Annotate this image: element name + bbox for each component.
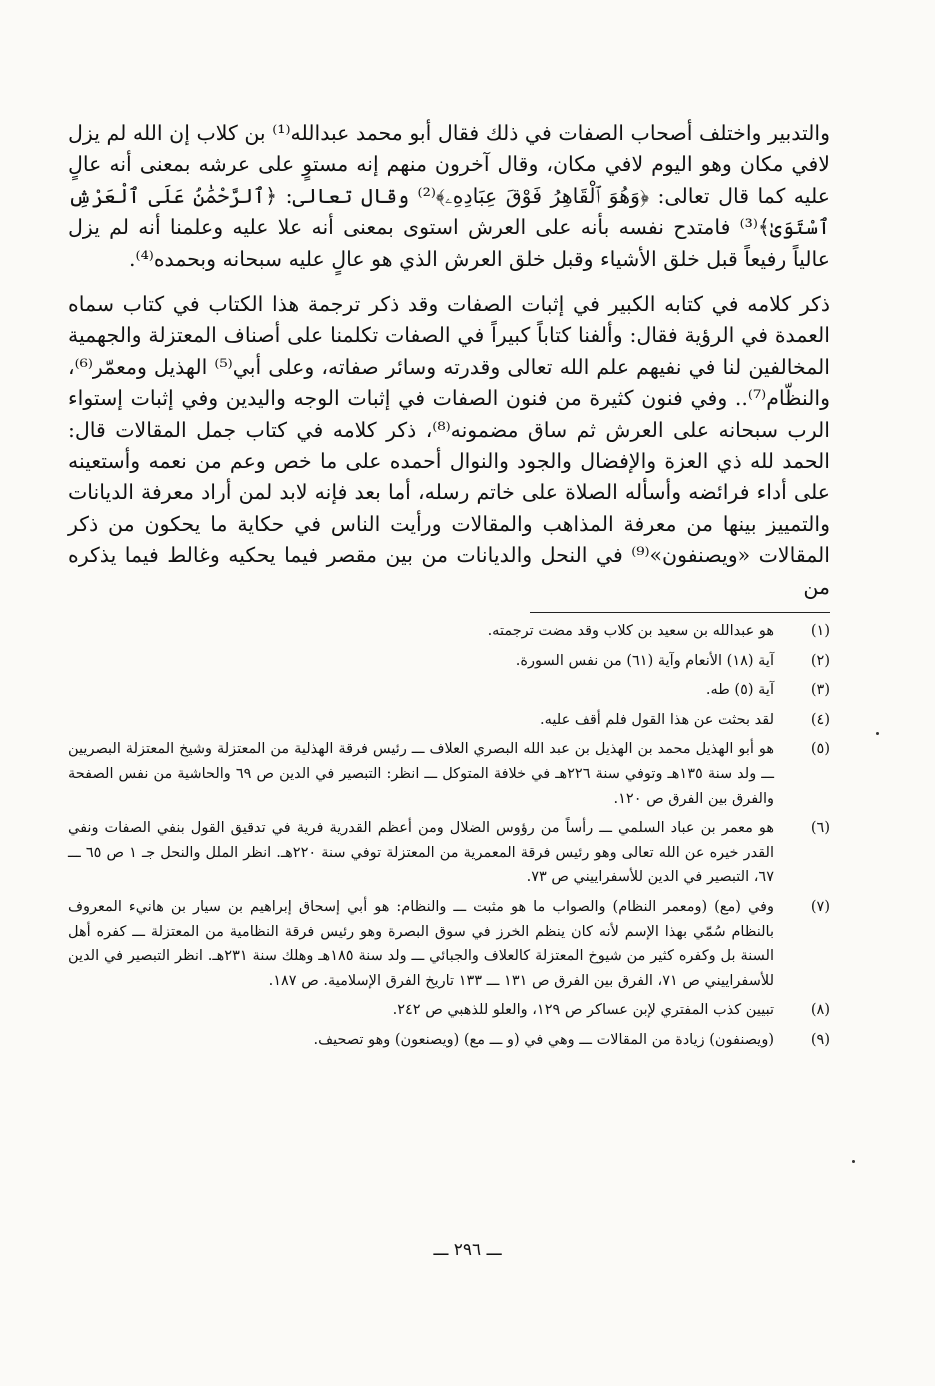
footnote-number: (٨)	[810, 1002, 830, 1019]
footnote-text: تبيين كذب المفتري لإبن عساكر ص ١٢٩، والعلو للذهبي ص ٢٤٢.	[392, 1002, 774, 1019]
footnote-3	[68, 678, 830, 703]
footnote-6	[68, 816, 830, 890]
footnote-7	[68, 895, 830, 993]
footnote-number: (٤)	[810, 711, 830, 728]
footnote-text: لقد بحثت عن هذا القول فلم أقف عليه.	[540, 711, 774, 728]
footnote-number: (٥)	[810, 741, 830, 758]
footnote-text: هو أبو الهذيل محمد بن الهذيل بن عبد الله البصري العلاف ـــ رئيس فرقة الهذلية من المعتزلة وشيخ المعتزلة البصريين ـــ ولد سنة ١٣٥هـ وتوفي سنة ٢٢٦هـ في خلافة المتوكل ـــ انظر: التبصير في الدين ص ٦٩ والحاشية من نفس الصفحة والفرق بين الفرق ص ١٢٠.	[68, 741, 774, 807]
footnotes	[68, 619, 830, 1053]
footnote-text: آية (٥) طه.	[705, 682, 774, 699]
speck-mark	[876, 732, 879, 735]
speck-mark	[852, 1160, 855, 1163]
footnote-number: (١)	[810, 623, 830, 640]
main-paragraph-2: ذكر كلامه في كتابه الكبير في إثبات الصفات وقد ذكر ترجمة هذا الكتاب في كتاب سماه العمدة في الرؤية فقال: وألفنا كتاباً كبيراً في الصفات تكلمنا على أصناف المعتزلة والجهمية المخالفين لنا في نفيهم علم الله تعالى وقدرته وسائر صفاته، وعلى أبي⁽⁵⁾ الهذيل ومعمّر⁽⁶⁾، والنظّام⁽⁷⁾.. وفي فنون كثيرة من فنون الصفات في إثبات الوجه واليدين وفي إثبات إستواء الرب سبحانه على العرش ثم ساق مضمونه⁽⁸⁾، ذكر كلامه في كتاب جمل المقالات قال: الحمد لله ذي العزة والإفضال والجود والنوال أحمده على ما خص وعم من نعمه وأستعينه على أداء فرائضه وأسأله الصلاة على خاتم رسله، أما بعد فإنه لابد لمن أراد معرفة الديانات والتمييز بينها من معرفة المذاهب والمقالات ورأيت الناس في حكاية ما يحكون من ذكر المقالات «ويصنفون»⁽⁹⁾ في النحل والديانات من بين مقصر فيما يحكيه وغالط فيما يذكره من	[68, 292, 831, 599]
footnote-number: (٧)	[810, 899, 830, 916]
page-number: ـــ ٢٩٦ ـــ	[433, 1240, 502, 1260]
footnote-text: آية (١٨) الأنعام وآية (٦١) من نفس السورة.	[515, 652, 774, 669]
main-paragraph-1: والتدبير واختلف أصحاب الصفات في ذلك فقال أبو محمد عبدالله⁽¹⁾ بن كلاب إن الله لم يزل لافي مكان وهو اليوم لافي مكان، وقال آخرون منهم إنه مستوٍ على عرشه بمعنى أنه عالٍ عليه كما قال تعالى: ﴿وَهُوَ ٱلْقَاهِرُ فَوْقَ عِبَادِهِۦ﴾⁽²⁾ وقال تعالى: ﴿ٱلرَّحْمَٰنُ عَلَى ٱلْعَرْشِ ٱسْتَوَىٰ﴾⁽³⁾ فامتدح نفسه بأنه على العرش استوى بمعنى أنه علا عليه وعلمنا أنه لم يزل عالياً رفيعاً قبل خلق الأشياء وقبل خلق العرش الذي هو عالٍ عليه سبحانه وبحمده⁽⁴⁾.	[68, 121, 831, 271]
page-body	[68, 118, 830, 1058]
footnote-text: (ويصنفون) زيادة من المقالات ـــ وهي في (و ـــ مع) (ويصنعون) وهو تصحيف.	[313, 1032, 774, 1048]
footnote-2	[68, 649, 830, 674]
footnote-text: هو عبدالله بن سعيد بن كلاب وقد مضت ترجمته.	[487, 623, 774, 640]
footnote-number: (٢)	[810, 652, 830, 669]
footnote-separator	[530, 612, 830, 613]
footnote-5	[68, 737, 830, 811]
footnote-number: (٩)	[810, 1032, 830, 1048]
footnote-number: (٦)	[810, 820, 830, 837]
footnote-text: وفي (مع) (ومعمر النظام) والصواب ما هو مثبت ـــ والنظام: هو أبي إسحاق إبراهيم بن سيار بن هانيء المعروف بالنظام سُمّي بهذا الإسم لأنه كان ينظم الخرز في سوق البصرة وهو رئيس فرقة النظامية من المعتزلة ـــ كفره أهل السنة بل وكفره كثير من شيوخ المعتزلة كالعلاف والجبائي ـــ ولد سنة ١٨٥هـ وهلك سنة ٢٣١هـ. انظر التبصير في الدين للأسفراييني ص ٧١، الفرق بين الفرق ص ١٣١ ـــ ١٣٣ تاريخ الفرق الإسلامية. ص ١٨٧.	[68, 899, 774, 989]
footnote-1	[68, 619, 830, 644]
footnote-text: هو معمر بن عباد السلمي ـــ رأساً من رؤوس الضلال ومن أعظم القدرية فرية في تدقيق القول بنفي الصفات ونفي القدر خيره عن الله تعالى وهو رئيس فرقة المعمرية من المعتزلة توفي سنة ٢٢٠هـ. انظر الملل والنحل جـ ١ ص ٦٥ ـــ ٦٧، التبصير في الدين للأسفراييني ص ٧٣.	[68, 820, 774, 886]
footnote-number: (٣)	[810, 682, 830, 699]
footnote-8	[68, 998, 830, 1023]
footnote-4	[68, 708, 830, 733]
footnote-9	[68, 1028, 830, 1053]
